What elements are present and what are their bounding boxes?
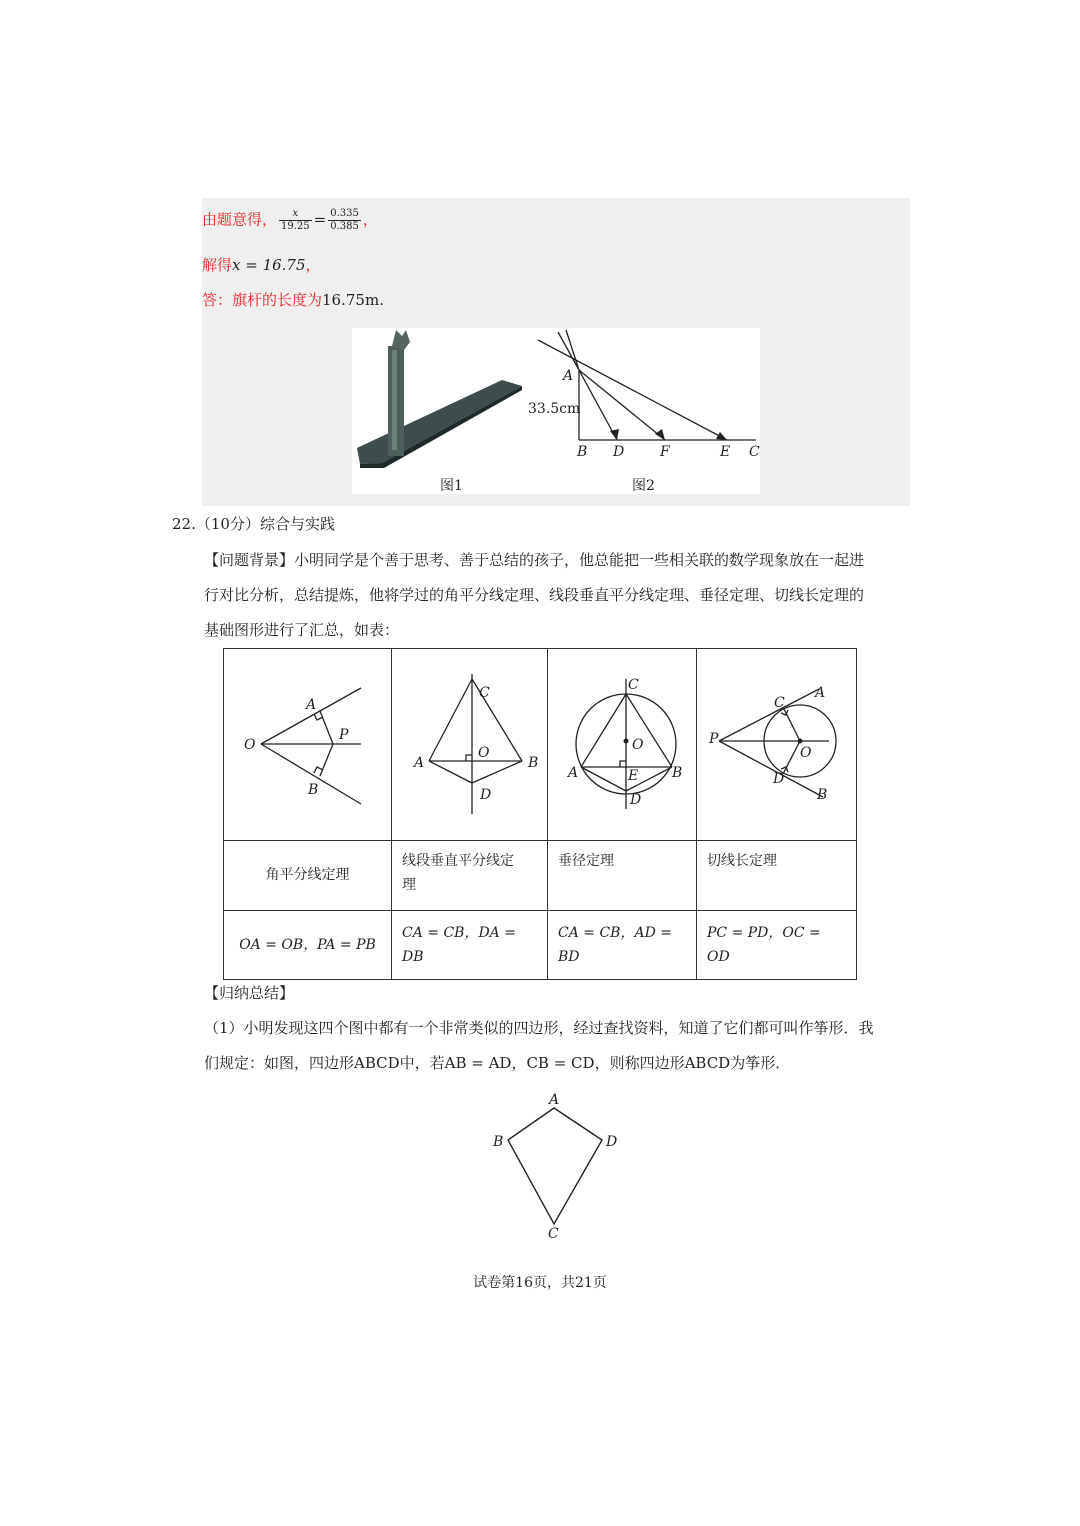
center-dot [624, 739, 629, 744]
cell-result [224, 911, 392, 980]
label-B: B [577, 444, 588, 460]
theorem-result-line: CA = CB，AD = [558, 925, 672, 941]
fraction [328, 208, 361, 233]
label-A: A [414, 755, 425, 771]
theorem-name-line: 线段垂直平分线定 [402, 853, 514, 869]
table-row-results [224, 911, 857, 980]
theorem-table [223, 648, 857, 980]
solution-line-3 [202, 289, 384, 310]
label-A: A [815, 685, 826, 701]
cell-name [548, 841, 697, 911]
summary-title: 【归纳总结】 [204, 984, 295, 1002]
fig1-photo [357, 330, 522, 468]
summary-line: 们规定：如图，四边形ABCD中，若AB = AD，CB = CD，则称四边形ABCD为筝形． [204, 1054, 791, 1072]
label-P: P [339, 727, 349, 743]
solution-line-2 [202, 254, 321, 275]
label-B: B [672, 765, 683, 781]
solution-math: x = 16.75 [232, 256, 306, 274]
theorem-name [392, 841, 547, 905]
solution-text: ， [362, 210, 378, 229]
fig2-diagram [538, 330, 756, 440]
table-row-figures [224, 649, 857, 841]
label-O: O [244, 737, 256, 753]
chord-diagram [548, 649, 696, 836]
label-D: D [480, 787, 492, 803]
label-B: B [493, 1134, 504, 1150]
label-B: B [308, 782, 319, 798]
label-C: C [774, 695, 785, 711]
tangent-diagram [697, 649, 856, 836]
cell-angle-bisector-figure [224, 649, 392, 841]
label-B: B [528, 755, 539, 771]
numerator: x [279, 208, 312, 221]
cell-name [392, 841, 548, 911]
theorem-result: PC = PD，OC = OD [707, 925, 821, 965]
theorem-name-line: 理 [402, 877, 416, 893]
label-A: A [549, 1092, 560, 1108]
solution-value: 16.75m [322, 291, 380, 309]
equals-sign: = [313, 210, 327, 229]
table-row-names [224, 841, 857, 911]
cell-perp-bisector-figure [392, 649, 548, 841]
label-F: F [660, 444, 670, 460]
problem-background-line: 行对比分析，总结提炼，他将学过的角平分线定理、线段垂直平分线定理、垂径定理、切线长定理的 [204, 586, 865, 604]
label-C: C [548, 1226, 559, 1240]
denominator: 0.385 [330, 221, 359, 232]
numerator: 0.335 [330, 208, 359, 219]
figures-svg [352, 328, 760, 494]
label-D: D [613, 444, 625, 460]
label-A: A [568, 765, 579, 781]
solution-text: 解得 [202, 256, 233, 274]
figure-panel [352, 328, 760, 494]
cell-name [697, 841, 857, 911]
length-label: 33.5cm [528, 401, 581, 417]
theorem-name: 切线长定理 [707, 853, 777, 869]
cell-name [224, 841, 392, 911]
cell-result [697, 911, 857, 980]
kite-diagram [480, 1088, 630, 1240]
label-D: D [773, 771, 785, 787]
label-A: A [306, 697, 317, 713]
label-C: C [749, 444, 760, 460]
fraction [279, 208, 312, 233]
label-D: D [630, 792, 642, 808]
problem-background-line: 【问题背景】小明同学是个善于思考、善于总结的孩子，他总能把一些相关联的数学现象放在一起进 [204, 551, 865, 569]
label-O: O [632, 737, 644, 753]
cell-tangent-figure [697, 649, 857, 841]
fig1-caption: 图1 [440, 478, 463, 494]
summary-line: （1）小明发现这四个图中都有一个非常类似的四边形，经过查找资料，知道了它们都可叫作筝形．我 [204, 1019, 874, 1037]
theorem-result-line: BD [558, 949, 580, 965]
label-P: P [709, 731, 719, 747]
solution-text: 由题意得， [202, 210, 278, 229]
solution-text: 答：旗杆的长度为 [202, 291, 323, 309]
label-O: O [800, 745, 812, 761]
center-dot [798, 739, 803, 744]
theorem-result: CA = CB，DA = DB [402, 925, 516, 965]
label-E: E [628, 768, 639, 784]
denominator: 19.25 [281, 221, 310, 232]
theorem-result [548, 911, 696, 979]
label-D: D [606, 1134, 618, 1150]
fig2-caption: 图2 [632, 478, 655, 494]
label-B: B [817, 787, 828, 803]
perp-bisector-diagram [392, 649, 547, 836]
theorem-name: 垂径定理 [558, 853, 614, 869]
cell-chord-figure [548, 649, 697, 841]
label-C: C [628, 677, 639, 693]
theorem-name: 角平分线定理 [265, 867, 350, 883]
solution-line-1 [202, 208, 378, 233]
label-C: C [479, 685, 490, 701]
problem-background-line: 基础图形进行了汇总，如表： [204, 621, 400, 639]
angle-bisector-diagram [224, 649, 391, 836]
problem-header: 22.（10分）综合与实践 [172, 515, 335, 533]
solution-text: . [379, 291, 384, 309]
cell-result [548, 911, 697, 980]
page-footer: 试卷第16页，共21页 [473, 1275, 607, 1291]
theorem-result: OA = OB，PA = PB [239, 937, 376, 953]
solution-text: ， [305, 256, 321, 274]
label-O: O [478, 745, 490, 761]
cell-result [392, 911, 548, 980]
label-E: E [720, 444, 731, 460]
label-A: A [563, 368, 574, 384]
